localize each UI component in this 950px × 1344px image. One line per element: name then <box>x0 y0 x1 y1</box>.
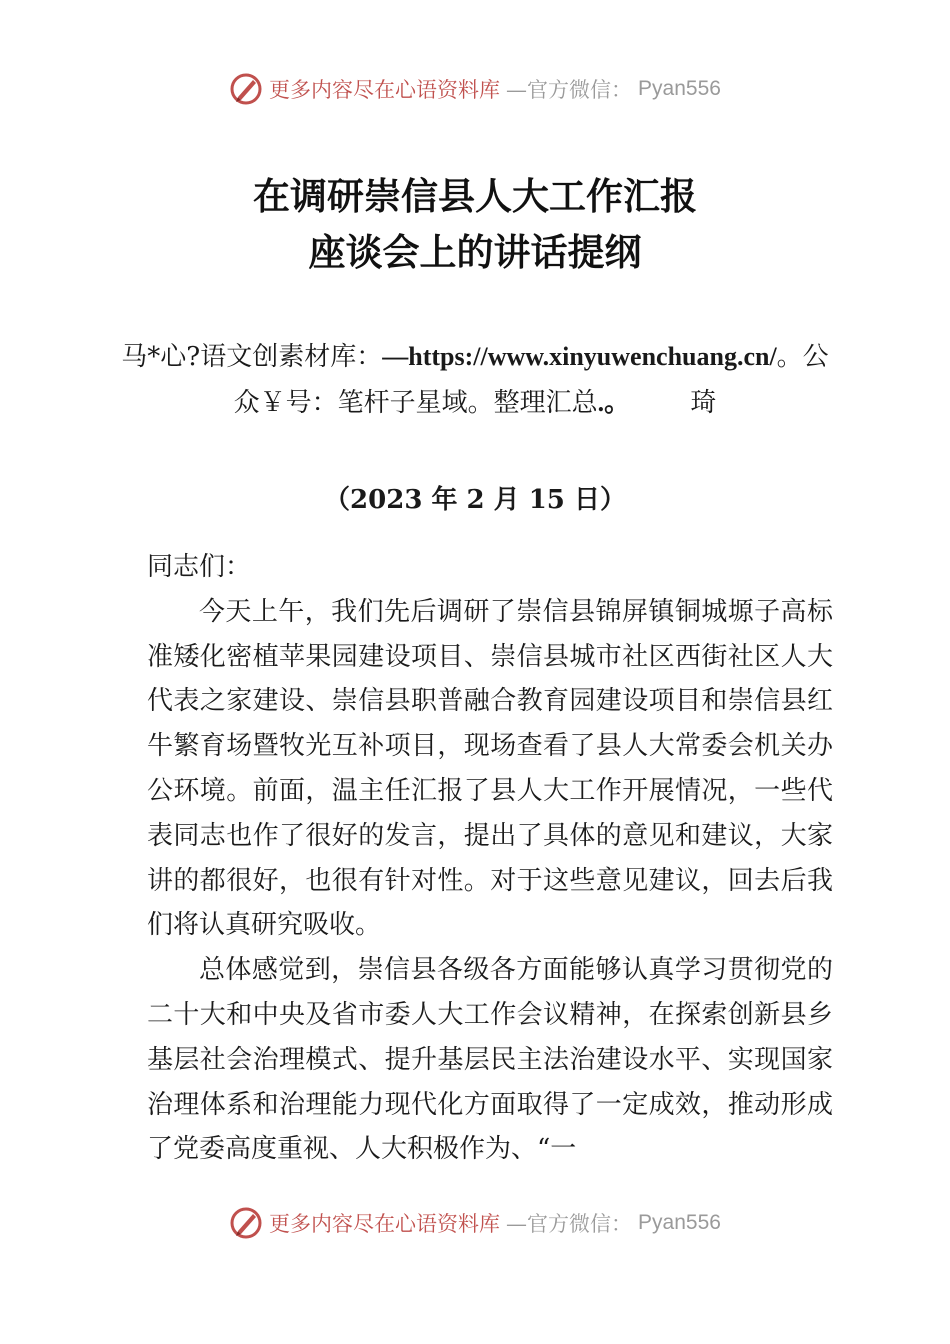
author-name: 琦 <box>690 388 717 418</box>
paragraph: 今天上午，我们先后调研了崇信县锦屏镇铜城塬子高标准矮化密植苹果园建设项目、崇信县城市社区西街社区人大代表之家建设、崇信县职普融合教育园建设项目和崇信县红牛繁育场暨牧光互补项目，现场查看了县人大常委会机关办公环境。前面，温主任汇报了县人大工作开展情况，一些代表同志也作了很好的发言，提出了具体的意见和建议，大家讲的都很好，也很有针对性。对于这些意见建议，回去后我们将认真研究吸收。 <box>147 596 833 941</box>
banner-gray-text: —官方微信： <box>506 1212 633 1236</box>
header-banner <box>0 72 950 106</box>
speech-body <box>147 545 833 1172</box>
pen-logo-icon <box>229 1206 263 1240</box>
source-part1: 马*心?语文创素材库： <box>121 342 383 372</box>
banner-gray-text: —官方微信： <box>506 78 633 102</box>
banner-wechat-id: Pyan556 <box>638 1211 721 1234</box>
pen-logo-icon <box>229 72 263 106</box>
banner-wechat-id: Pyan556 <box>638 77 721 100</box>
title-line-2: 座谈会上的讲话提纲 <box>308 230 642 274</box>
source-note <box>120 334 830 426</box>
banner-red-text: 更多内容尽在心语资料库 <box>269 78 501 102</box>
source-url: —https://www.xinyuwenchuang.cn/ <box>382 342 777 371</box>
source-part3: .。 <box>597 388 631 417</box>
document-title <box>0 168 950 280</box>
salutation: 同志们： <box>147 552 252 582</box>
source-part2: 。公众￥号：笔杆子星域。整理汇总 <box>233 342 829 418</box>
title-line-1: 在调研崇信县人大工作汇报 <box>253 174 697 218</box>
banner-red-text: 更多内容尽在心语资料库 <box>269 1212 501 1236</box>
paragraph: 总体感觉到，崇信县各级各方面能够认真学习贯彻党的二十大和中央及省市委人大工作会议精神，在探索创新县乡基层社会治理模式、提升基层民主法治建设水平、实现国家治理体系和治理能力现代化方面取得了一定成效，推动形成了党委高度重视、人大积极作为、“一 <box>147 955 833 1165</box>
footer-banner <box>0 1206 950 1240</box>
speech-date: （2023 年 2 月 15 日） <box>324 485 626 515</box>
